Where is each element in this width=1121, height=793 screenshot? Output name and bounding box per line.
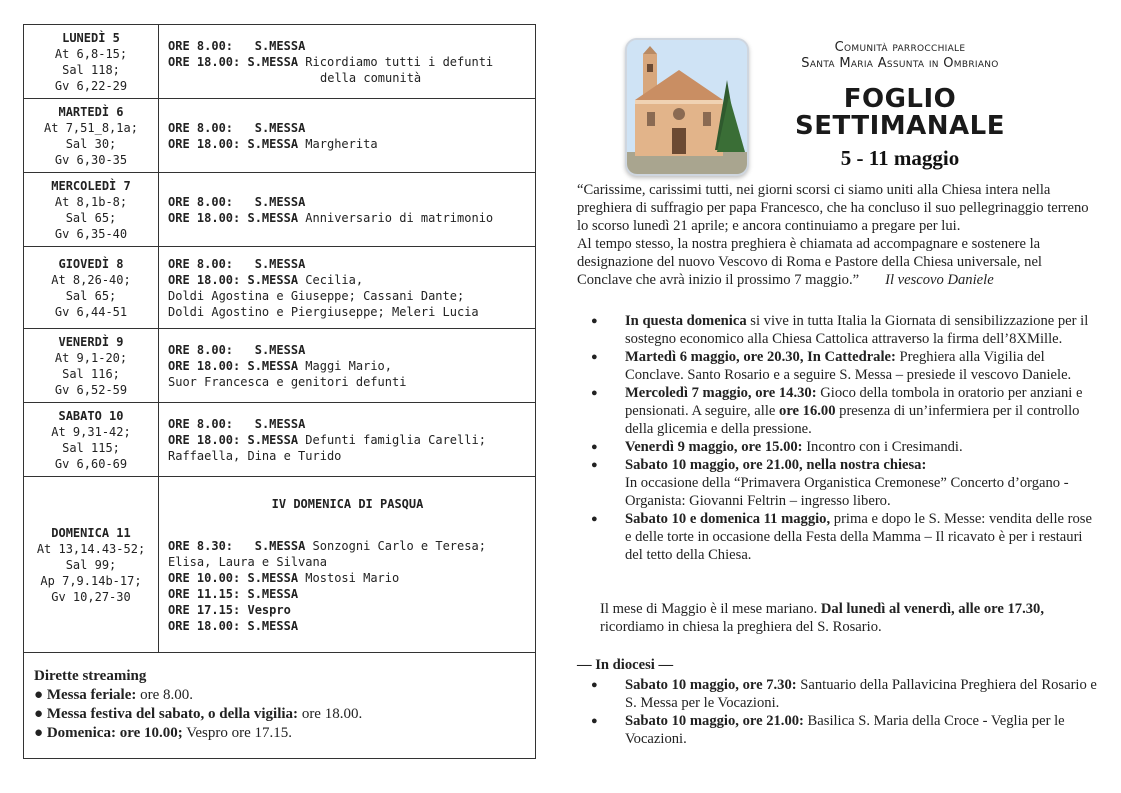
mass-label: S.MESSA	[247, 618, 299, 633]
mass-time: ORE 11.15:	[168, 586, 241, 601]
list-item	[577, 676, 1097, 712]
mass-label: S.MESSA	[254, 538, 306, 553]
mass-line	[168, 618, 527, 634]
mass-intention-continued: della comunità	[320, 70, 422, 85]
month-note	[600, 600, 1095, 636]
reading: Sal 65;	[65, 288, 117, 303]
reading: At 8,26-40;	[51, 272, 131, 287]
mass-label: S.MESSA	[254, 38, 306, 53]
reading: Gv 6,52-59	[54, 382, 128, 397]
bulletin-title	[770, 86, 1030, 140]
announcement-text: Santuario della Pallavicina Preghiera del Rosario e S. Messa per le Vocazioni.	[625, 677, 1097, 711]
mass-time: ORE 8.00:	[168, 416, 234, 431]
streaming-time: ore 18.00.	[298, 706, 363, 722]
mass-line	[168, 432, 527, 448]
mass-label: S.MESSA	[254, 342, 306, 357]
mass-time: ORE 17.15:	[168, 602, 241, 617]
announcement-heading: Sabato 10 maggio, ore 21.00, nella nostra chiesa:	[625, 457, 927, 473]
masses-cell	[160, 477, 535, 652]
quote-paragraph	[577, 235, 1097, 289]
day-cell	[24, 173, 159, 246]
reading: At 8,1b-8;	[54, 194, 128, 209]
announcement-text: Preghiera alla Vigilia del Conclave. Santo Rosario e a seguire S. Messa – presiede il vescovo Daniele.	[625, 349, 1072, 383]
mass-time: ORE 18.00:	[168, 210, 241, 225]
reading: At 13,14.43-52;	[36, 541, 146, 556]
mass-line	[168, 570, 527, 586]
mass-intention: Ricordiamo tutti i defunti	[305, 54, 494, 69]
day-name: MERCOLEDÌ 7	[51, 178, 131, 193]
mass-line	[168, 602, 527, 618]
mass-label: S.MESSA	[254, 256, 306, 271]
day-cell	[24, 25, 159, 98]
month-note-heading: Dal lunedì al venerdì, alle ore 17.30,	[820, 601, 1044, 617]
mass-intention: Defunti famiglia Carelli;	[305, 432, 486, 447]
reading: Sal 118;	[62, 62, 120, 77]
mass-line	[168, 538, 527, 554]
list-item	[577, 712, 1097, 748]
mass-line	[168, 194, 527, 210]
list-item	[577, 348, 1097, 384]
mass-time: ORE 8.00:	[168, 342, 234, 357]
mass-intention-continued: Elisa, Laura e Silvana	[168, 554, 327, 569]
mass-label: S.MESSA	[247, 272, 299, 287]
reading: Gv 10,27-30	[51, 589, 131, 604]
streaming-title: Dirette streaming	[34, 668, 147, 684]
quote-signature: Il vescovo Daniele	[885, 272, 994, 288]
streaming-item: ● Domenica: ore 10.00; Vespro ore 17.15.	[34, 725, 293, 741]
announcement-heading: Martedì 6 maggio, ore 20.30, In Cattedrale:	[625, 349, 896, 365]
announcement-text: prima e dopo le S. Messe: vendita delle rose e delle torte in occasione della Festa della Mamma – Il ricavato è per i restauri del tetto della Chiesa.	[625, 511, 1092, 563]
mass-time: ORE 18.00:	[168, 618, 241, 633]
mass-line	[168, 342, 527, 358]
reading: At 9,31-42;	[51, 424, 131, 439]
streaming-time: Vespro ore 17.15.	[182, 725, 293, 741]
streaming-section	[24, 653, 555, 758]
announcement-text: Basilica S. Maria della Croce - Veglia per le Vocazioni.	[625, 713, 1065, 747]
announcement-heading: Sabato 10 e domenica 11 maggio,	[625, 511, 831, 527]
day-cell	[24, 99, 159, 172]
mass-line	[168, 256, 527, 272]
parish-name	[760, 40, 1040, 72]
mass-intention: Margherita	[305, 136, 378, 151]
bulletin-dates: 5 - 11 maggio	[840, 146, 960, 170]
mass-label: S.MESSA	[247, 586, 299, 601]
mass-intention: Mostosi Mario	[305, 570, 400, 585]
schedule-row-tuesday	[24, 99, 535, 173]
mass-schedule-table	[23, 24, 536, 759]
streaming-time: ore 8.00.	[136, 687, 194, 703]
mass-intention-continued: Doldi Agostino e Piergiuseppe; Meleri Lucia	[168, 304, 479, 319]
streaming-item: ● Messa feriale: ore 8.00.	[34, 687, 194, 703]
mass-line	[168, 54, 527, 70]
announcement-heading: Sabato 10 maggio, ore 7.30:	[625, 677, 797, 693]
mass-time: ORE 8.00:	[168, 194, 234, 209]
list-item	[577, 510, 1097, 564]
month-note-text: Il mese di Maggio è il mese mariano.	[600, 601, 821, 617]
announcement-text: si vive in tutta Italia la Giornata di sensibilizzazione per il sostegno economico alla Chiesa Cattolica attraverso la firma dell’8XMille.	[625, 313, 1089, 347]
mass-time: ORE 8.00:	[168, 120, 234, 135]
masses-cell	[160, 403, 535, 476]
schedule-row-saturday	[24, 403, 535, 477]
mass-line	[168, 136, 527, 152]
mass-intention: Anniversario di matrimonio	[305, 210, 494, 225]
announcement-heading: Venerdì 9 maggio, ore 15.00:	[625, 439, 803, 455]
reading: Gv 6,44-51	[54, 304, 128, 319]
reading: Ap 7,9.14b-17;	[40, 573, 142, 588]
parish-name-line: Santa Maria Assunta in Ombriano	[801, 56, 999, 71]
announcement-text: Gioco della tombola in oratorio per anziani e pensionati. A seguire, alle	[625, 385, 1083, 419]
mass-time: ORE 18.00:	[168, 432, 241, 447]
bulletin-title-line: SETTIMANALE	[795, 111, 1005, 141]
day-cell	[24, 403, 159, 476]
reading: Sal 115;	[62, 440, 120, 455]
masses-cell	[160, 329, 535, 402]
bishop-quote	[577, 181, 1097, 289]
schedule-row-monday	[24, 25, 535, 99]
parish-name-line: Comunità parrocchiale	[834, 40, 966, 55]
mass-label: S.MESSA	[254, 120, 306, 135]
announcement-heading: In questa domenica	[625, 313, 747, 329]
church-photo	[625, 38, 749, 176]
masses-cell	[160, 25, 535, 98]
mass-time: ORE 8.00:	[168, 256, 234, 271]
mass-line	[168, 358, 527, 374]
mass-label: Vespro	[247, 602, 291, 617]
mass-line	[168, 272, 527, 288]
list-item	[577, 384, 1097, 438]
schedule-row-thursday	[24, 247, 535, 329]
reading: At 9,1-20;	[54, 350, 128, 365]
reading: Gv 6,35-40	[54, 226, 128, 241]
mass-time: ORE 10.00:	[168, 570, 241, 585]
day-name: GIOVEDÌ 8	[58, 256, 124, 271]
list-item	[577, 438, 1097, 456]
mass-label: S.MESSA	[247, 136, 299, 151]
mass-label: S.MESSA	[247, 432, 299, 447]
reading: At 7,51_8,1a;	[44, 120, 138, 135]
mass-time: ORE 18.00:	[168, 272, 241, 287]
mass-time: ORE 18.00:	[168, 358, 241, 373]
streaming-item: ● Messa festiva del sabato, o della vigilia: ore 18.00.	[34, 706, 363, 722]
reading: Sal 99;	[65, 557, 117, 572]
mass-intention: Cecilia,	[305, 272, 364, 287]
schedule-row-wednesday	[24, 173, 535, 247]
quote-paragraph: “Carissime, carissimi tutti, nei giorni scorsi ci siamo uniti alla Chiesa intera nella preghiera di suffragio per papa Francesco, che ha concluso il suo pellegrinaggio terreno lo scorso lunedì 21 aprile; e ancora continuiamo a pregare per lui.	[577, 182, 1089, 234]
masses-cell	[160, 247, 535, 328]
announcement-heading: ore 16.00	[779, 403, 836, 419]
streaming-label: Domenica: ore 10.00;	[46, 725, 183, 741]
mass-line	[168, 586, 527, 602]
mass-line	[168, 38, 527, 54]
mass-label: S.MESSA	[247, 210, 299, 225]
month-note-text: ricordiamo in chiesa la preghiera del S. Rosario.	[600, 619, 882, 635]
mass-intention-continued: Raffaella, Dina e Turido	[168, 448, 342, 463]
mass-label: S.MESSA	[247, 54, 299, 69]
schedule-row-sunday	[24, 477, 535, 653]
reading: Gv 6,30-35	[54, 152, 128, 167]
masses-cell	[160, 99, 535, 172]
reading: Sal 116;	[62, 366, 120, 381]
day-cell	[24, 329, 159, 402]
mass-line	[168, 210, 527, 226]
streaming-label: Messa festiva del sabato, o della vigilia:	[46, 706, 299, 722]
announcement-heading: Mercoledì 7 maggio, ore 14.30:	[625, 385, 817, 401]
mass-intention-continued: Suor Francesca e genitori defunti	[168, 374, 407, 389]
day-name: MARTEDÌ 6	[58, 104, 124, 119]
mass-time: ORE 18.00:	[168, 54, 241, 69]
mass-label: S.MESSA	[247, 358, 299, 373]
announcements-list	[577, 312, 1097, 564]
mass-time: ORE 8.30:	[168, 538, 234, 553]
mass-intention: Sonzogni Carlo e Teresa;	[312, 538, 486, 553]
church-illustration	[627, 40, 747, 174]
reading: Gv 6,60-69	[54, 456, 128, 471]
mass-time: ORE 18.00:	[168, 136, 241, 151]
day-cell	[24, 477, 159, 652]
day-name: LUNEDÌ 5	[62, 30, 120, 45]
reading: At 6,8-15;	[54, 46, 128, 61]
list-item	[577, 456, 1097, 510]
announcement-text: In occasione della “Primavera Organistica Cremonese” Concerto d’organo - Organista: Giovanni Feltrin – ingresso libero.	[625, 475, 1069, 509]
day-name: VENERDÌ 9	[58, 334, 124, 349]
mass-label: S.MESSA	[254, 416, 306, 431]
announcement-heading: Sabato 10 maggio, ore 21.00:	[625, 713, 804, 729]
mass-label: S.MESSA	[247, 570, 299, 585]
reading: Sal 65;	[65, 210, 117, 225]
streaming-label: Messa feriale:	[46, 687, 137, 703]
day-name: DOMENICA 11	[51, 525, 131, 540]
diocese-title: — In diocesi —	[577, 657, 674, 673]
day-cell	[24, 247, 159, 328]
announcement-text: Incontro con i Cresimandi.	[802, 439, 963, 455]
mass-line	[168, 120, 527, 136]
mass-intention-continued: Doldi Agostina e Giuseppe; Cassani Dante;	[168, 288, 465, 303]
schedule-row-friday	[24, 329, 535, 403]
diocese-list	[577, 676, 1097, 748]
reading: Gv 6,22-29	[54, 78, 128, 93]
mass-label: S.MESSA	[254, 194, 306, 209]
mass-time: ORE 8.00:	[168, 38, 234, 53]
liturgical-day-heading: IV DOMENICA DI PASQUA	[271, 496, 424, 511]
announcement-text: presenza di un’infermiera per il controllo della glicemia e della pressione.	[625, 403, 1080, 437]
bulletin-title-line: FOGLIO	[843, 84, 957, 114]
list-item	[577, 312, 1097, 348]
reading: Sal 30;	[65, 136, 117, 151]
day-name: SABATO 10	[58, 408, 124, 423]
mass-intention: Maggi Mario,	[305, 358, 392, 373]
mass-line	[168, 416, 527, 432]
quote-text: Al tempo stesso, la nostra preghiera è chiamata ad accompagnare e sostenere la designazione del nuovo Vescovo di Roma e Pastore della Chiesa universale, nel Conclave che avrà inizio il prossimo 7 maggio.”	[577, 236, 1042, 288]
masses-cell	[160, 173, 535, 246]
